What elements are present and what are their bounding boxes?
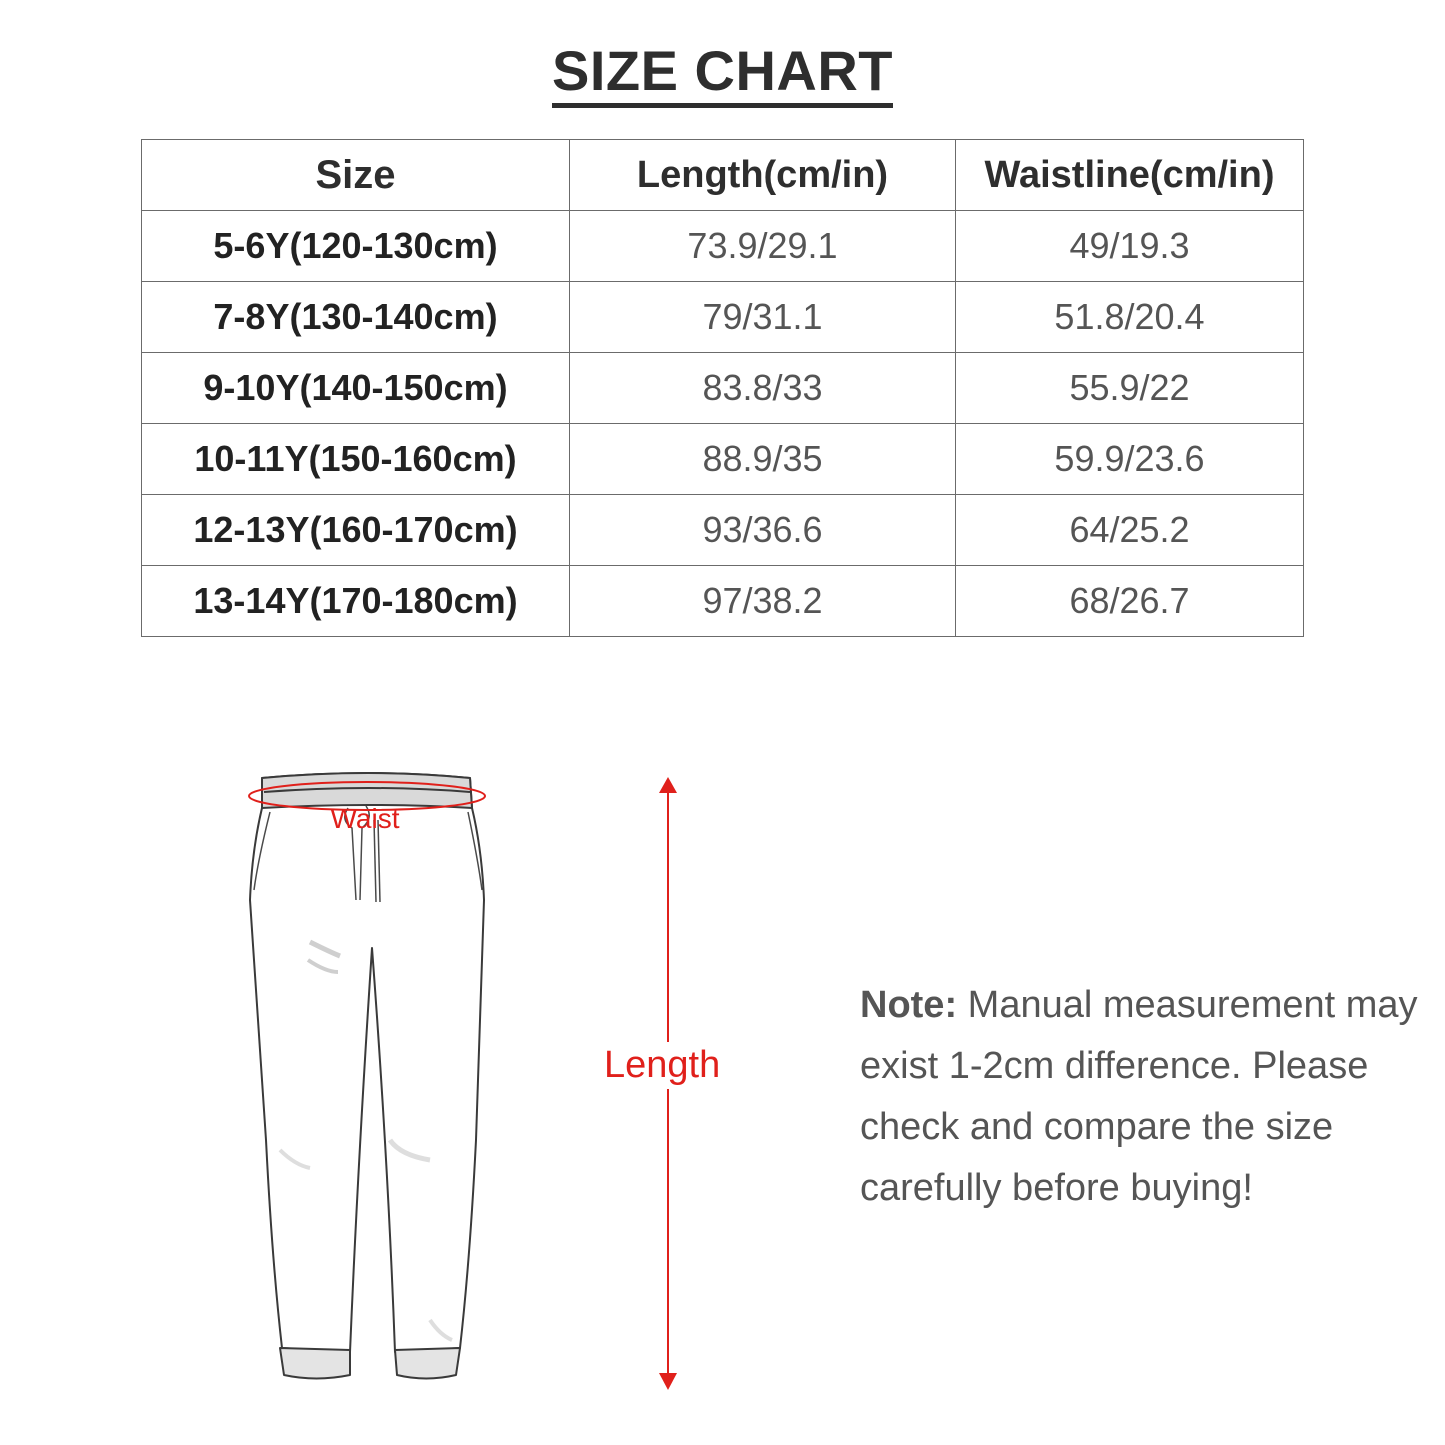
table-row	[142, 353, 1304, 424]
cell-size: 10-11Y(150-160cm)	[142, 424, 570, 495]
cell-size: 5-6Y(120-130cm)	[142, 211, 570, 282]
size-table	[141, 139, 1304, 637]
table-header-row	[142, 140, 1304, 211]
cell-length: 88.9/35	[570, 424, 956, 495]
cell-waist: 68/26.7	[956, 566, 1304, 637]
cell-waist: 59.9/23.6	[956, 424, 1304, 495]
cell-size: 9-10Y(140-150cm)	[142, 353, 570, 424]
cell-length: 93/36.6	[570, 495, 956, 566]
cell-size: 7-8Y(130-140cm)	[142, 282, 570, 353]
cell-waist: 49/19.3	[956, 211, 1304, 282]
cell-length: 79/31.1	[570, 282, 956, 353]
cell-waist: 55.9/22	[956, 353, 1304, 424]
cell-waist: 64/25.2	[956, 495, 1304, 566]
header-length: Length(cm/in)	[570, 140, 956, 211]
note-text	[860, 975, 1420, 1219]
cell-length: 83.8/33	[570, 353, 956, 424]
table-row	[142, 424, 1304, 495]
table-row	[142, 282, 1304, 353]
page-title	[0, 38, 1445, 108]
table-row	[142, 211, 1304, 282]
waist-label: Waist	[330, 803, 400, 834]
length-label: Length	[604, 1042, 720, 1089]
cell-waist: 51.8/20.4	[956, 282, 1304, 353]
header-size: Size	[142, 140, 570, 211]
table-row	[142, 495, 1304, 566]
title-text: SIZE CHART	[552, 41, 893, 108]
table-row	[142, 566, 1304, 637]
header-waistline: Waistline(cm/in)	[956, 140, 1304, 211]
note-body: Manual measurement may exist 1-2cm difference. Please check and compare the size carefully before buying!	[860, 984, 1418, 1209]
cell-size: 13-14Y(170-180cm)	[142, 566, 570, 637]
cell-length: 97/38.2	[570, 566, 956, 637]
note-label: Note:	[860, 984, 958, 1026]
cell-size: 12-13Y(160-170cm)	[142, 495, 570, 566]
cell-length: 73.9/29.1	[570, 211, 956, 282]
pants-illustration	[240, 760, 500, 1400]
